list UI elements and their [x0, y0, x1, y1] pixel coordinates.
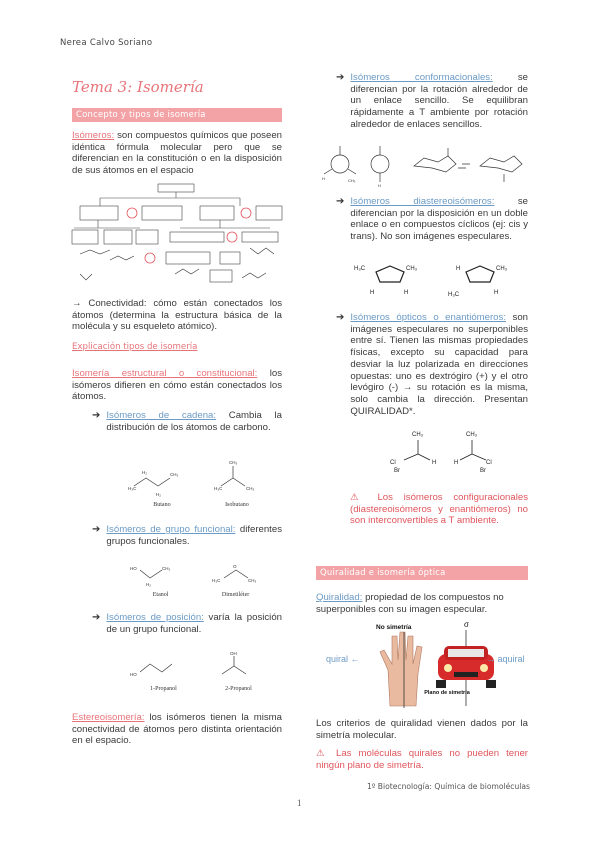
- posicion-text: varía la posición de un grupo funcional.: [106, 612, 282, 635]
- isomeros-definition: [72, 130, 282, 177]
- svg-text:H: H: [322, 176, 325, 181]
- svg-text:CH₃: CH₃: [496, 266, 508, 272]
- explicacion-heading: Explicación tipos de isomería: [72, 342, 198, 352]
- svg-text:H₃C: H₃C: [354, 266, 366, 272]
- enan-term: Isómeros ópticos o enantiómeros:: [350, 312, 506, 323]
- diastereo-structures: [350, 256, 520, 302]
- dia-term: Isómeros diastereoisómeros:: [350, 196, 495, 207]
- svg-text:H: H: [404, 290, 409, 296]
- stereoisomerism: [72, 712, 282, 747]
- svg-text:H: H: [370, 290, 375, 296]
- caption-isobutano: Isobutano: [225, 502, 249, 508]
- connectivity-note: → Conectividad: cómo están conectados los átomos (determina la estructura básica de la molécula y su esqueleto atómico).: [72, 298, 282, 333]
- caption-etanol: Etanol: [152, 592, 169, 598]
- list-item-grupo-funcional: [92, 524, 282, 547]
- structural-text: los isómeros difieren en cómo están conectados los átomos.: [72, 368, 282, 403]
- svg-text:CH₃: CH₃: [466, 432, 478, 438]
- svg-text:H: H: [494, 290, 499, 296]
- svg-text:Cl: Cl: [486, 460, 492, 466]
- footer-course: 1º Biotecnología: Química de biomoléculas: [366, 782, 530, 791]
- svg-text:HO: HO: [130, 566, 137, 571]
- list-item-enantiomeros: [336, 312, 528, 417]
- svg-text:CH₃: CH₃: [246, 486, 255, 491]
- section-banner-quiralidad: Quiralidad e isomería óptica: [316, 566, 528, 580]
- svg-text:O: O: [233, 564, 237, 569]
- page-number: 1: [297, 798, 302, 808]
- isomeros-text: son compuestos químicos que poseen idéntica fórmula molecular pero que se diferencian en la constitución o en la disposición de sus átomos en el espacio: [72, 130, 282, 177]
- svg-text:H₃C: H₃C: [214, 486, 223, 491]
- quiralidad-definition: [316, 592, 528, 615]
- sigma-label: σ: [464, 620, 469, 629]
- dia-text: se diferencian por la disposición en un doble enlace o en compuestos cíclicos (ej: cis y trans). No son imágenes especulares.: [350, 196, 528, 243]
- posicion-term: Isómeros de posición:: [106, 612, 204, 623]
- svg-text:Cl: Cl: [390, 460, 396, 466]
- svg-text:H₃C: H₃C: [128, 486, 137, 491]
- posicion-structures: [126, 650, 276, 698]
- arrow-icon: ➔: [92, 612, 101, 623]
- svg-text:Br: Br: [480, 468, 486, 474]
- svg-text:H: H: [378, 183, 381, 188]
- svg-text:HO: HO: [130, 672, 137, 677]
- quiralidad-text: propiedad de los compuestos no superponibles con su imagen especular.: [316, 592, 504, 615]
- svg-text:H₂: H₂: [156, 492, 161, 497]
- arrow-icon: ➔: [336, 196, 345, 207]
- svg-text:H: H: [456, 266, 461, 272]
- chiral-warning: ⚠ Las moléculas quirales no pueden tener ningún plano de simetría.: [316, 748, 528, 771]
- grupo-text: diferentes grupos funcionales.: [106, 524, 282, 547]
- no-simetria-label: No simetría: [376, 624, 412, 631]
- arrow-icon: ➔: [92, 410, 101, 421]
- svg-text:CH₃: CH₃: [248, 578, 257, 583]
- svg-text:CH₃: CH₃: [229, 460, 238, 465]
- cadena-term: Isómeros de cadena:: [106, 410, 217, 421]
- svg-text:CH₃: CH₃: [170, 472, 179, 477]
- svg-text:CH₃: CH₃: [406, 266, 418, 272]
- caption-dimetileter: Dimetiléter: [221, 592, 250, 598]
- grupo-structures: [126, 558, 276, 604]
- arrow-icon: ➔: [336, 72, 345, 83]
- svg-text:OH: OH: [230, 651, 237, 656]
- grupo-term: Isómeros de grupo funcional:: [106, 524, 236, 535]
- stereo-text: los isómeros tienen la misma conectividad de átomos pero distinta orientación en el espacio.: [72, 712, 282, 747]
- enan-text: son imágenes especulares no superponibles entre sí. Tienen las mismas propiedades físicas, excepto su capacidad para desviar la luz polarizada en direcciones opuestas: uno es dextrógiro (+) y el otro levógiro (-) → su rotación es la misma, solo cambia la dirección. Presentan QUIRALIDAD*.: [350, 312, 528, 417]
- enantiomer-structures: [380, 426, 510, 474]
- svg-text:CH₃: CH₃: [162, 566, 171, 571]
- classification-diagram: [70, 182, 285, 290]
- svg-text:CH₃: CH₃: [348, 178, 356, 183]
- svg-text:H₃C: H₃C: [212, 578, 221, 583]
- list-item-cadena: [92, 410, 282, 433]
- conf-text: se diferencian por la rotación alrededor de un enlace sencillo. Se equilibran rápidamente a T ambiente por rotación alrededor de enlaces sencillos.: [350, 72, 528, 130]
- quiralidad-term: Quiralidad:: [316, 592, 363, 603]
- chirality-illustration: [318, 622, 528, 710]
- list-item-posicion: [92, 612, 282, 635]
- stereo-term: Estereoisomería:: [72, 712, 145, 723]
- author-name: Nerea Calvo Soriano: [60, 38, 153, 48]
- aquiral-label: → aquiral: [486, 654, 525, 664]
- cadena-text: Cambia la distribución de los átomos de carbono.: [106, 410, 282, 433]
- svg-text:CH₃: CH₃: [412, 432, 424, 438]
- caption-1-propanol: 1-Propanol: [150, 686, 177, 692]
- list-item-conformacionales: [336, 72, 528, 131]
- caption-butano: Butano: [153, 502, 171, 508]
- svg-text:H: H: [432, 460, 437, 466]
- isomeros-term: Isómeros:: [72, 130, 115, 141]
- arrow-icon: ➔: [92, 524, 101, 535]
- list-item-diastereoisomeros: [336, 196, 528, 243]
- svg-text:H: H: [454, 460, 459, 466]
- plano-simetria-label: Plano de simetría: [424, 690, 470, 696]
- structural-term: Isomería estructural o constitucional:: [72, 368, 258, 379]
- structural-isomerism: [72, 368, 282, 403]
- svg-text:Br: Br: [394, 468, 400, 474]
- conf-term: Isómeros conformacionales:: [350, 72, 493, 83]
- svg-text:H₂: H₂: [146, 582, 151, 587]
- svg-text:H₂: H₂: [142, 470, 147, 475]
- svg-text:H₃C: H₃C: [448, 292, 460, 298]
- cadena-structures: [126, 456, 276, 514]
- criteria-text: Los criterios de quiralidad vienen dados por la simetría molecular.: [316, 718, 528, 741]
- config-warning: ⚠ Los isómeros configuracionales (diastereoisómeros y enantiómeros) no son interconvertibles a T ambiente.: [350, 492, 528, 527]
- section-banner-concepto: Concepto y tipos de isomería: [72, 108, 282, 122]
- arrow-icon: ➔: [336, 312, 345, 323]
- caption-2-propanol: 2-Propanol: [225, 686, 252, 692]
- quiral-label: quiral ←: [326, 654, 360, 664]
- conformational-structures: [318, 142, 530, 188]
- page-title: Tema 3: Isomería: [72, 78, 204, 96]
